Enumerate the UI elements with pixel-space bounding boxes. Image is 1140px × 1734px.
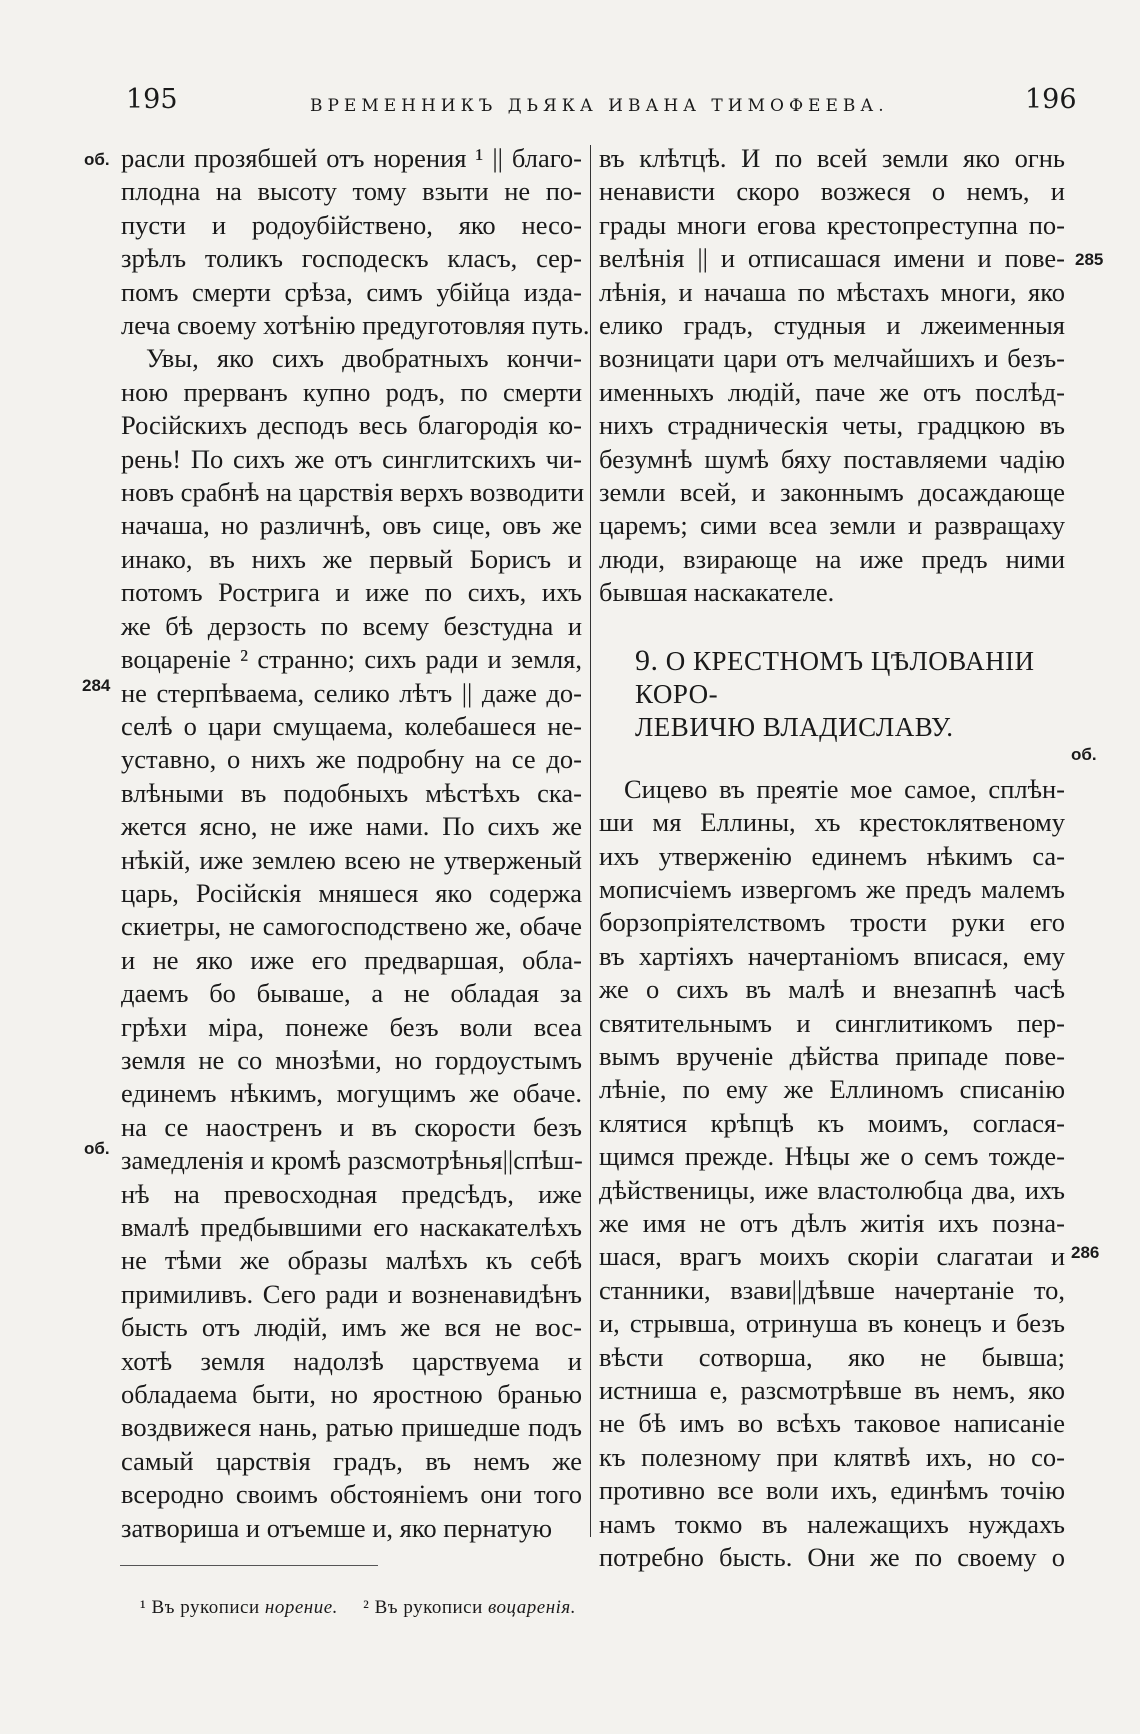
text-line: же бѣ дерзость по всему безстудна и	[121, 610, 582, 641]
text-line: бысть отъ людій, имъ же вся не вос-	[121, 1312, 582, 1343]
margin-note-285: 285	[1075, 250, 1104, 269]
footnote-1	[140, 1597, 338, 1618]
text-line: примиливъ. Сего ради и возненавидѣнъ	[121, 1278, 582, 1309]
footnote-rule	[120, 1565, 378, 1566]
text-line: царемъ; сими всеа земли и развращаху	[599, 510, 1065, 541]
text-line: всеродно своимъ обстояніемъ они того	[121, 1479, 582, 1510]
text-line: потребно бысть. Они же по своему о	[599, 1542, 1065, 1573]
text-line: дѣйственицы, иже властолюбца два, ихъ	[599, 1174, 1065, 1205]
text-line: зрѣлъ толикъ господескъ класъ, сер-	[121, 243, 582, 274]
text-line: не бѣ имъ во всѣхъ таковое написаніе	[599, 1408, 1065, 1439]
text-line: борзопріятелствомъ трости руки его	[599, 907, 1065, 938]
text-line: бывшая наскакателе.	[599, 577, 835, 608]
text-line: земля не со мнозѣми, но гордоустымъ	[121, 1044, 582, 1075]
text-line: же имя не отъ дѣлъ житія ихъ позна-	[599, 1207, 1065, 1238]
text-line: щимся прежде. Нѣцы же о семъ тожде-	[599, 1141, 1065, 1172]
text-line: въ клѣтцѣ. И по всей земли яко огнь	[599, 143, 1065, 173]
text-line: ною прерванъ купно родъ, по смерти	[121, 376, 582, 407]
text-line: станники, взави||дѣвше начертаніе то,	[599, 1274, 1065, 1305]
text-line: не стерпѣваема, селико лѣтъ || даже до-	[121, 677, 582, 708]
text-line: хотѣ земля надолзѣ царствуема и	[121, 1345, 582, 1376]
text-line: святительнымъ и синглитикомъ пер-	[599, 1007, 1065, 1038]
text-line: вымъ врученіе дѣйства припаде пове-	[599, 1040, 1065, 1071]
text-line: нѣкій, иже землею всею не утверженый	[121, 844, 582, 875]
section-heading	[599, 644, 1065, 744]
right-column-top-text	[599, 142, 1065, 610]
right-text-column	[599, 142, 1065, 1574]
text-line: скиетры, не самогосподствено же, обаче	[121, 911, 582, 942]
footnote-1-prefix: ¹ Въ рукописи	[140, 1597, 260, 1618]
text-line: селѣ о цари смущаема, колебашеся не-	[121, 710, 582, 741]
text-line: истниша е, разсмотрѣвше въ немъ, яко	[599, 1375, 1065, 1405]
section-title-part-1: О КРЕСТНОМЪ ЦѢЛОВАНІИ КОРО-	[635, 645, 1035, 709]
text-line: безумнѣ шумѣ бяху поставляеми чадію	[599, 443, 1065, 474]
text-line: леча своему хотѣнію предуготовляя путь.	[121, 310, 590, 341]
text-line: уставно, о нихъ же подробну на се до-	[121, 744, 582, 775]
section-number: 9.	[635, 643, 659, 677]
text-line: не тѣми же образы малѣхъ къ себѣ	[121, 1245, 582, 1276]
text-line: жется ясно, не иже нами. По сихъ же	[121, 811, 582, 842]
text-line: вѣсти сотворша, яко не бывша;	[599, 1341, 1065, 1372]
text-line: мописчіемъ извергомъ же предъ малемъ	[599, 873, 1065, 904]
text-line: велѣнія || и отписашася имени и пове-	[599, 243, 1065, 274]
text-line: именныхъ людій, паче же отъ послѣд-	[599, 376, 1065, 407]
footnote-2-prefix: ² Въ рукописи	[363, 1597, 483, 1618]
page-number-right: 196	[1025, 84, 1077, 115]
text-line: намъ токмо въ належащихъ нуждахъ	[599, 1508, 1065, 1539]
text-line: плодна на высоту тому взыти не по-	[121, 176, 582, 207]
text-line: нѣ на превосходная предсѣдъ, иже	[121, 1178, 582, 1209]
text-line: потомъ Рострига и иже по сихъ, ихъ	[121, 577, 582, 608]
text-line: рень! По сихъ же отъ синглитскихъ чи-	[121, 443, 582, 474]
text-line: лѣніе, по ему же Еллиномъ списанію	[599, 1074, 1065, 1105]
text-line: на се наостренъ и въ скорости безъ	[121, 1111, 582, 1142]
text-line: и не яко иже его предваршая, обла-	[121, 944, 582, 975]
text-line: земли всей, и законнымъ досаждающе	[599, 477, 1065, 508]
text-line: къ полезному при клятвѣ ихъ, но со-	[599, 1441, 1065, 1472]
text-line: пусти и родоубійствено, яко несо-	[121, 209, 582, 240]
text-line: ши мя Еллины, хъ крестоклятвеному	[599, 807, 1065, 838]
text-line: замедленія и кромѣ разсмотрѣнья||спѣш-	[121, 1145, 583, 1176]
text-line: расли прозябшей отъ норения ¹ || благо-	[121, 143, 582, 173]
text-line: единемъ нѣкимъ, могущимъ же обаче.	[121, 1078, 582, 1109]
text-line: Сицево въ преятіе мое самое, сплѣн-	[624, 773, 1065, 804]
margin-note-284: 284	[82, 676, 111, 695]
text-line: въ хартіяхъ начертаніомъ вписася, ему	[599, 940, 1065, 971]
text-line: ихъ утверженію единемъ нѣкимъ са-	[599, 840, 1065, 871]
text-line: шася, врагъ моихъ скоріи слагатаи и	[599, 1241, 1065, 1272]
text-line: влѣными въ подобныхъ мѣстѣхъ ска-	[121, 777, 582, 808]
text-line: возницати цари отъ мелчайшихъ и безъ-	[599, 343, 1065, 374]
text-line: нихъ страдническія четы, градцкою въ	[599, 410, 1065, 441]
text-line: Увы, яко сихъ двобратныхъ кончи-	[146, 343, 582, 374]
text-line: затвориша и отъемше и, яко пернатую	[121, 1512, 553, 1543]
margin-note-286: 286	[1071, 1243, 1100, 1262]
text-line: царь, Російскія мняшеся яко содержа	[121, 877, 582, 908]
text-line: начаша, но различнѣ, овъ сице, овъ же	[121, 510, 582, 541]
section-heading-line-1	[635, 644, 1065, 711]
text-line: новъ срабнѣ на царствія верхъ возводити	[121, 477, 585, 508]
section-title-part-2: ЛЕВИЧЮ ВЛАДИСЛАВУ.	[635, 711, 954, 742]
text-line: лѣнія, и начаша по мѣстахъ многи, яко	[599, 276, 1065, 307]
left-text-column	[121, 142, 590, 1550]
text-line: помъ смерти срѣза, симъ убійца издa-	[121, 276, 582, 307]
margin-note-ob: об.	[84, 1139, 110, 1158]
text-line: клятися крѣпцѣ къ моимъ, соглася-	[599, 1107, 1065, 1138]
footnote-1-word: норение.	[264, 1597, 338, 1618]
text-line: ненависти скоро возжеся о немъ, и	[599, 176, 1065, 207]
right-column-bottom-text	[599, 773, 1065, 1575]
footnotes	[140, 1597, 596, 1619]
text-line: грады многи егова крестопреступна по-	[599, 209, 1065, 240]
text-line: елико градъ, студныя и лжеименныя	[599, 310, 1065, 341]
text-line: даемъ бо бываше, а не обладая за	[121, 978, 582, 1009]
running-header	[0, 84, 1140, 124]
text-line: инако, въ нихъ же первый Борисъ и	[121, 543, 582, 574]
text-line: грѣхи міра, понеже безъ воли всеа	[121, 1011, 582, 1042]
text-line: и, стрывша, отринуша въ конецъ и безъ	[599, 1308, 1065, 1339]
page-number-left: 195	[126, 84, 178, 115]
section-heading-line-2	[635, 711, 1065, 744]
text-line: противно все воли ихъ, единѣмъ точію	[599, 1475, 1065, 1506]
text-line: воцареніе ² странно; сихъ ради и земля,	[121, 644, 582, 675]
margin-note-ob: об.	[1071, 745, 1097, 764]
text-line: люди, взирающе на иже предъ ними	[599, 543, 1065, 574]
running-title: ВРЕМЕННИКЪ ДЬЯКА ИВАНА ТИМОФЕЕВА.	[310, 96, 889, 116]
text-line: воздвижеся нань, ратью пришедше подъ	[121, 1412, 582, 1443]
text-line: Російскихъ деcподъ весь благородія ко-	[121, 410, 582, 441]
text-line: обладаема быти, но яростною бранью	[121, 1379, 582, 1410]
column-divider	[590, 145, 591, 1537]
text-line: вмалѣ предбывшими его наскакателѣхъ	[121, 1212, 582, 1242]
margin-note-ob: об.	[84, 150, 110, 169]
text-line: самый царствія градъ, въ немъ же	[121, 1445, 582, 1476]
footnote-2-word: воцаренія.	[488, 1597, 576, 1618]
text-line: же о сихъ въ малѣ и внезапнѣ часѣ	[599, 974, 1065, 1005]
footnote-2	[363, 1597, 576, 1618]
